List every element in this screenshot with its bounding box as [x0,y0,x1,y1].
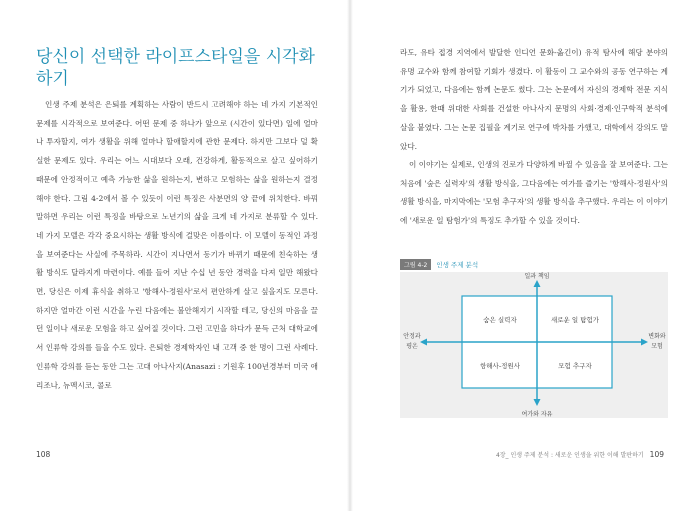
quadrant-top-right: 새로운 일 탐험가 [550,316,600,324]
quadrant-top-left: 숨은 실력자 [483,316,517,324]
right-folio [496,450,664,459]
quadrant-bottom-left: 항해사-정원사 [479,362,521,370]
figure-caption [400,258,478,270]
life-theme-figure [400,258,668,418]
left-body-paragraph: 인생 주제 분석은 은퇴를 계획하는 사람이 반드시 고려해야 하는 네 가지 기본적인 문제를 시각적으로 보여준다. 어떤 문제 중 하나가 앞으로 (시간이 있다면) 일에 얼마나 투자할지, 여가 생활을 위해 얼마나 할애할지에 관한 문제다. 하지만 그보다 덜 확실한 문제도 있다. 우리는 어느 시대보다 오래, 건강하게, 활동적으로 살고 싶어하기 때문에 안정적이고 예측 가능한 삶을 원하는지, 변하고 모험하는 삶을 원하는지 결정해야 한다. 그림 4-2에서 볼 수 있듯이 이런 특징은 사분면의 양 끝에 위치한다. 바꿔 말하면 우리는 이런 특징을 바탕으로 노년기의 삶을 크게 네 가지로 분류할 수 있다. 네 가지 모델은 각각 중요시하는 생활 방식에 걸맞은 이름이다. 이 모델이 동적인 과정을 보여준다는 사실에 주목하라. 시간이 지나면서 동기가 바뀌기 때문에 친숙하는 생활 방식도 달라지게 마련이다. 예를 들어 지난 수십 년 동안 경력을 다져 일만 해왔다면, 당신은 이제 휴식을 취하고 '항해사-정원사'로서 편안하게 살고 싶을지도 모른다. 하지만 얼마간 이런 시간을 누린 다음에는 불안해지기 시작할 테고, 당신의 마음을 끌던 일이나 새로운 모험을 하고 싶어질 것이다. 그런 고민을 하다가 문득 근처 대학교에서 인류학 강의를 들을 수도 있다. 은퇴한 경제학자인 내 고객 중 한 명이 그런 사례다. 인류학 강의를 듣는 동안 그는 고대 아나사지(Anasazi : 기원후 100년경부터 미국 애리조나, 뉴멕시코, 콜로 [36,100,318,390]
right-body-paragraph-1: 라도, 유타 접경 지역에서 발달한 인디언 문화-옮긴이) 유적 탐사에 해당 분야의 유명 교수와 함께 참여할 기회가 생겼다. 이 활동이 그 교수와의 공동 연구하는 계기가 되었고, 다음에는 함께 논문도 썼다. 그는 논문에서 자신의 경제학 전문 지식을 활용, 한때 위대한 사회를 건설한 아나사지 문명의 사회·경제·인구학적 분석에 살을 붙였다. 그는 논문 집필을 계기로 연구에 박차를 가했고, 대학에서 강의도 맡았다. [400,48,668,151]
axis-label-left-line2: 평온 [406,343,418,350]
figure-badge: 그림 4-2 [400,259,431,270]
axis-label-bottom: 여가와 자유 [521,411,553,418]
axis-label-right-line1: 변화와 [648,333,666,340]
axis-label-right-line2: 모험 [651,343,663,350]
running-head: 4장_ 인생 주제 분석 : 새로운 인생을 위한 이해 발판하기 [495,452,644,459]
quadrant-bottom-right: 모험 추구자 [558,362,592,370]
axis-label-top: 일과 책임 [524,273,550,280]
quadrant-diagram [400,272,668,418]
section-title: 당신이 선택한 라이프스타일을 시각화하기 [36,47,315,89]
book-gutter [347,0,353,511]
right-body-paragraph-2: 이 이야기는 실제로, 인생의 진로가 다양하게 바뀔 수 있음을 잘 보여준다. 그는 처음에 '숲은 실력자'의 생활 방식을, 그다음에는 여가를 즐기는 '항해사-정원사'의 생활 방식을, 마지막에는 '모험 추구자'의 생활 방식을 추구했다. 우리는 이 이야기에 '새로운 일 탐험가'의 특징도 추가할 수 있을 것이다. [400,160,668,226]
left-page-number: 108 [36,450,51,459]
right-page-number: 109 [649,450,664,459]
axis-label-left-line1: 안정과 [403,333,421,340]
figure-title: 인생 주제 분석 [436,260,479,269]
